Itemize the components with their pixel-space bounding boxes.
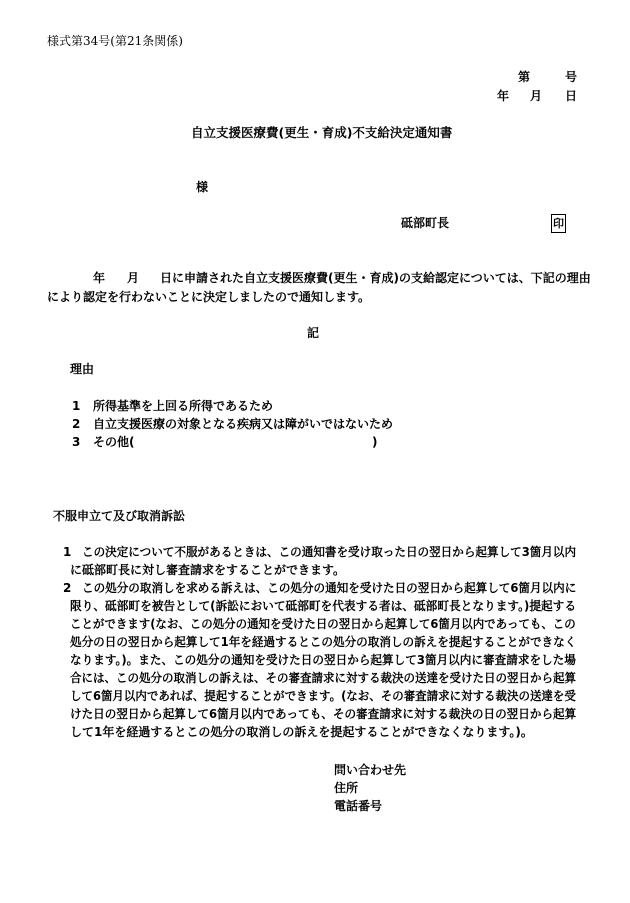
appeal-item-2-line: 限り、砥部町を被告として(訴訟において砥部町を代表する者は、砥部町長となります。)提起する — [70, 599, 577, 613]
appeal-item-2-line: なります。)。また、この処分の通知を受けた日の翌日から起算して3箇月以内に審査請求をした場 — [70, 653, 576, 667]
contact-address-label: 住所 — [334, 781, 359, 795]
issuer-name: 砥部町長 — [401, 216, 450, 230]
reason-label: 理由 — [70, 362, 95, 376]
seal-mark: 印 — [551, 214, 566, 233]
reason-text: 所得基準を上回る所得であるため — [93, 399, 274, 413]
appeal-item-1-line: この決定について不服があるときは、この通知書を受け取った日の翌日から起算して3箇月以内 — [82, 545, 577, 559]
appeal-heading: 不服申立て及び取消訴訟 — [53, 509, 186, 523]
reason-text: 自立支援医療の対象となる疾病又は障がいではないため — [93, 417, 394, 431]
appeal-item-1-line: に砥部町長に対し審査請求をすることができます。 — [70, 563, 346, 577]
appeal-item-2-line: して6箇月以内であれば、提起することができます。(なお、その審査請求に対する裁決の送達を受 — [70, 689, 576, 703]
body-year: 年 — [93, 271, 106, 285]
reason-number: 3 — [72, 435, 81, 449]
appeal-item-number: 1 — [63, 545, 72, 559]
addressee-suffix: 様 — [196, 180, 209, 194]
appeal-item-2-line: 処分の日の翌日から起算して1年を経過するとこの処分の取消しの訴えを提起することができなく — [70, 635, 577, 649]
reason-text: その他( — [93, 435, 135, 449]
appeal-item-2-line: 合には、この処分の取消しの訴えは、その審査請求に対する裁決の送達を受けた日の翌日から起算 — [70, 671, 576, 685]
body-line1: 日に申請された自立支援医療費(更生・育成)の支給認定については、下記の理由 — [160, 271, 591, 285]
date-month: 月 — [530, 89, 543, 103]
appeal-item-2-line: ことができます(なお、この処分の通知を受けた日の翌日から起算して6箇月以内であっても、この — [70, 617, 576, 631]
reason-number: 2 — [72, 417, 81, 431]
date-day: 日 — [565, 89, 578, 103]
doc-number-suffix: 号 — [565, 70, 578, 84]
ki-heading: 記 — [307, 326, 320, 340]
reason-other-close: ) — [372, 435, 378, 449]
body-line2: により認定を行わないことに決定しましたので通知します。 — [47, 290, 371, 304]
reason-number: 1 — [72, 399, 81, 413]
date-year: 年 — [497, 89, 510, 103]
appeal-item-2-line: けた日の翌日から起算して6箇月以内であっても、その審査請求に対する裁決の日の翌日から起算 — [70, 707, 577, 721]
body-month: 月 — [127, 271, 140, 285]
appeal-item-number: 2 — [63, 581, 72, 595]
contact-phone-label: 電話番号 — [334, 799, 383, 813]
document-title: 自立支援医療費(更生・育成)不支給決定通知書 — [191, 125, 453, 140]
appeal-item-2-line: して1年を経過するとこの処分の取消しの訴えを提起することができなくなります。)。 — [70, 725, 533, 739]
form-number: 様式第34号(第21条関係) — [47, 34, 183, 48]
contact-heading: 問い合わせ先 — [334, 763, 407, 777]
doc-number-prefix: 第 — [518, 70, 531, 84]
appeal-item-2-line: この処分の取消しを求める訴えは、この処分の通知を受けた日の翌日から起算して6箇月以内に — [82, 581, 577, 595]
